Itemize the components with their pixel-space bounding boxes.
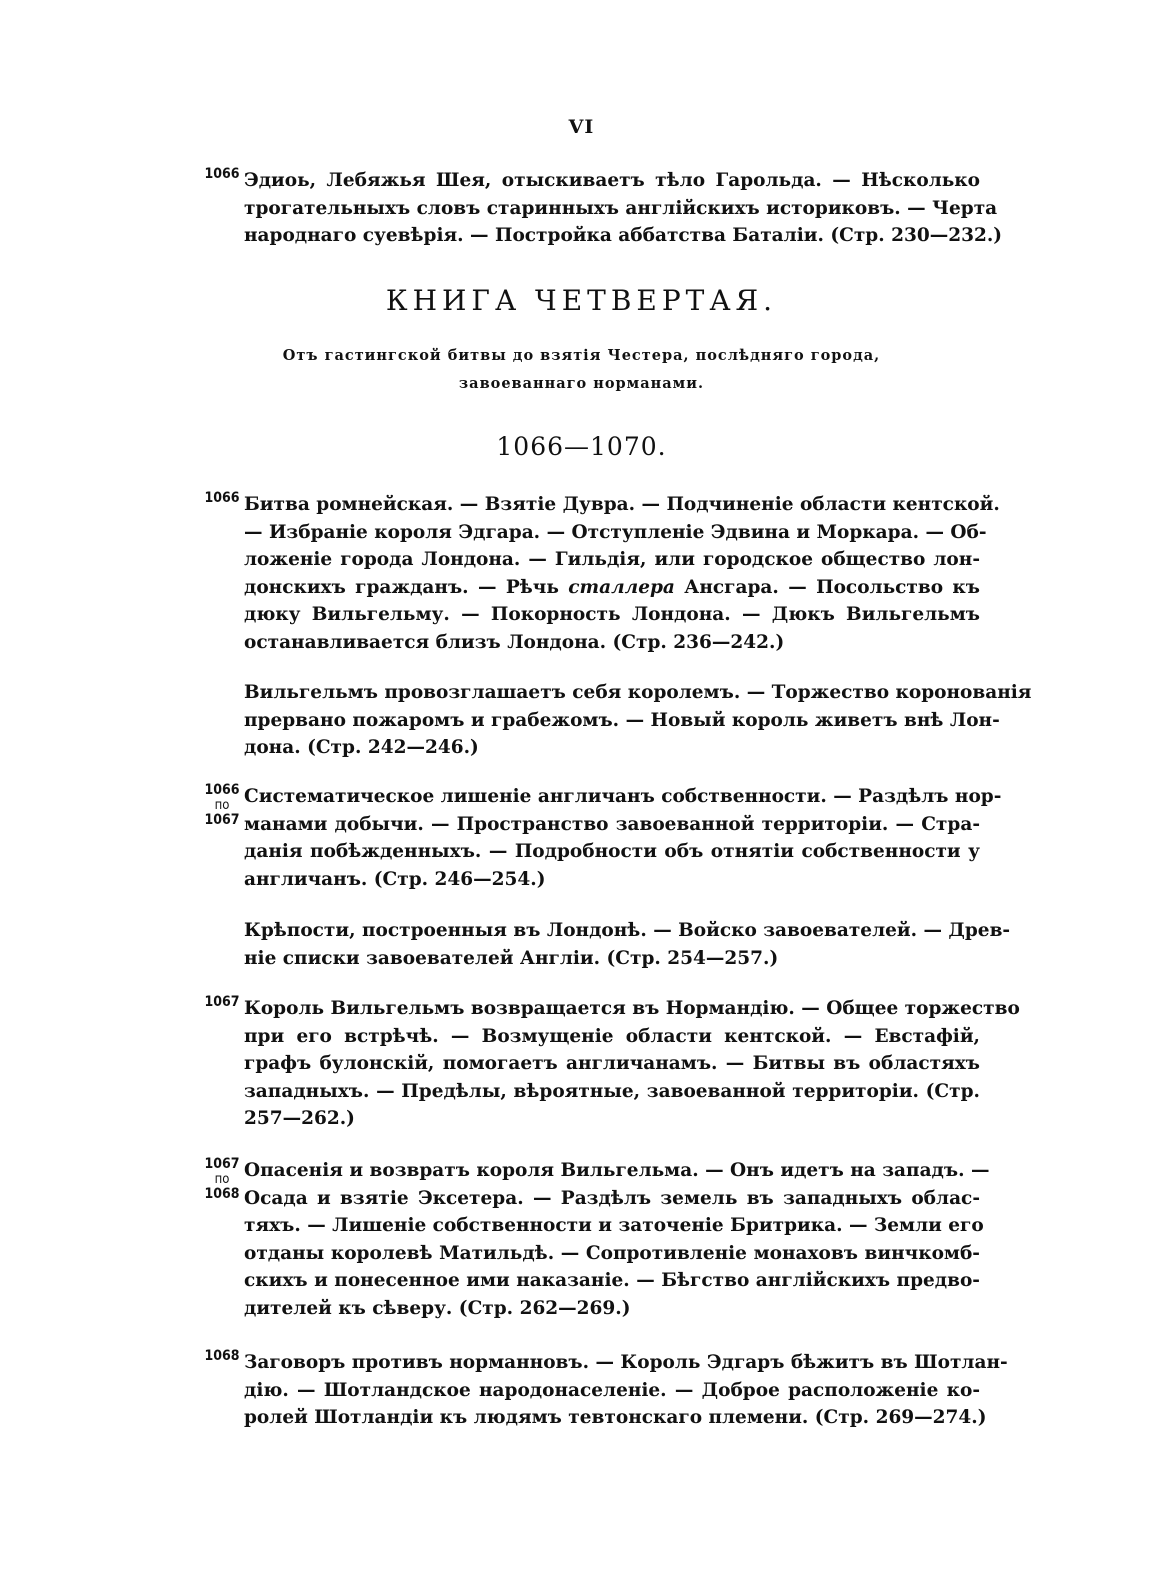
entry-year: 1067 xyxy=(204,994,240,1010)
entry-line: трогательныхъ словъ старинныхъ англійскихъ историковъ. — Черта xyxy=(244,197,998,219)
entry-line: прервано пожаромъ и грабежомъ. — Новый король живетъ внѣ Лон- xyxy=(244,709,1000,731)
entry-year: 1068 xyxy=(204,1348,240,1364)
entry-line: дюку Вильгельму. — Покорность Лондона. — Дюкъ Вильгельмъ xyxy=(244,604,980,625)
entry-line: отданы королевѣ Матильдѣ. — Сопротивленіе монаховъ винчкомб- xyxy=(244,1242,980,1264)
entry-year: 1067 по 1068 xyxy=(204,1156,240,1202)
entry-line: ролей Шотландіи къ людямъ тевтонскаго племени. (Стр. 269—274.) xyxy=(244,1407,987,1428)
entry-line: останавливается близъ Лондона. (Стр. 236—242.) xyxy=(244,631,785,653)
entry-line: ніе списки завоевателей Англіи. (Стр. 254—257.) xyxy=(244,947,779,969)
entry-line: англичанъ. (Стр. 246—254.) xyxy=(244,868,546,890)
entry-line: дію. — Шотландское народонаселеніе. — Доброе расположеніе ко- xyxy=(244,1379,980,1401)
toc-entry xyxy=(200,994,1020,1133)
entry-text xyxy=(200,783,1002,893)
book-title: КНИГА ЧЕТВЕРТАЯ. xyxy=(385,284,778,317)
entry-text xyxy=(200,1157,990,1322)
entry-line: Король Вильгельмъ возвращается въ Нормандію. — Общее торжество xyxy=(244,998,1020,1019)
entry-line: скихъ и понесенное ими наказаніе. — Бѣгство англійскихъ предво- xyxy=(244,1270,980,1291)
entry-line: — Избраніе короля Эдгара. — Отступленіе Эдвина и Моркара. — Об- xyxy=(244,521,987,543)
entry-line: дителей къ сѣверу. (Стр. 262—269.) xyxy=(244,1297,631,1319)
book-years: 1066—1070. xyxy=(496,432,667,461)
entry-line: Осада и взятіе Эксетера. — Раздѣлъ земель въ западныхъ облас- xyxy=(244,1187,980,1209)
entry-line: манами добычи. — Пространство завоеванной территоріи. — Стра- xyxy=(244,813,980,835)
entry-year: 1066 по 1067 xyxy=(204,782,240,828)
entry-line: Заговоръ противъ норманновъ. — Король Эдгаръ бѣжитъ въ Шотлан- xyxy=(244,1352,1008,1373)
entry-text xyxy=(200,167,1003,250)
entry-line: при его встрѣчѣ. — Возмущеніе области кентской. — Евстафій, xyxy=(244,1025,980,1047)
entry-line: Опасенія и возвратъ короля Вильгельма. — Онъ идетъ на западъ. — xyxy=(244,1160,990,1181)
entry-line: Вильгельмъ провозглашаетъ себя королемъ. — Торжество коронованія xyxy=(244,682,1032,703)
entry-line: западныхъ. — Предѣлы, вѣроятные, завоеванной территоріи. (Стр. xyxy=(244,1080,980,1102)
entry-text xyxy=(200,491,1000,656)
entry-line: 257—262.) xyxy=(244,1108,355,1129)
toc-entry xyxy=(200,1348,1008,1432)
entry-year: 1066 xyxy=(204,490,240,506)
toc-entry xyxy=(200,917,1011,972)
book-subtitle: Отъ гастингской битвы до взятія Честера, послѣдняго города, xyxy=(282,347,881,364)
entry-line: Эдиоь, Лебяжья Шея, отыскиваетъ тѣло Гарольда. — Нѣсколько xyxy=(244,170,980,191)
entry-line: графъ булонскій, помогаетъ англичанамъ. — Битвы въ областяхъ xyxy=(244,1053,980,1074)
entry-line: Систематическое лишеніе англичанъ собственности. — Раздѣлъ нор- xyxy=(244,786,1002,807)
entry-text xyxy=(200,995,1020,1133)
entry-text xyxy=(200,679,1032,762)
page-number: VI xyxy=(568,116,595,138)
entry-line: донскихъ гражданъ. — Рѣчь сталлера Ансгара. — Посольство къ xyxy=(244,576,980,598)
entry-line: Крѣпости, построенныя въ Лондонѣ. — Войско завоевателей. — Древ- xyxy=(244,920,1011,941)
entry-text xyxy=(200,917,1011,972)
entry-year: 1066 xyxy=(204,166,240,182)
book-subtitle-continued: завоеваннаго норманами. xyxy=(458,375,705,392)
entry-line: народнаго суевѣрія. — Постройка аббатства Баталіи. (Стр. 230—232.) xyxy=(244,225,1003,246)
toc-entry xyxy=(200,782,1002,893)
entry-line: Битва ромнейская. — Взятіе Дувра. — Подчиненіе области кентской. xyxy=(244,494,1000,515)
entry-text xyxy=(200,1349,1008,1432)
toc-entry-opening xyxy=(200,166,1003,250)
italic-term: сталлера xyxy=(568,576,675,598)
toc-entry xyxy=(200,490,1000,656)
entry-line: дона. (Стр. 242—246.) xyxy=(244,737,479,758)
entry-line: данія побѣжденныхъ. — Подробности объ отнятіи собственности у xyxy=(244,841,980,862)
toc-entry xyxy=(200,679,1032,762)
entry-line: тяхъ. — Лишеніе собственности и заточеніе Бритрика. — Земли его xyxy=(244,1215,984,1236)
entry-line: ложеніе города Лондона. — Гильдія, или городское общество лон- xyxy=(244,549,980,570)
toc-entry xyxy=(200,1156,990,1322)
